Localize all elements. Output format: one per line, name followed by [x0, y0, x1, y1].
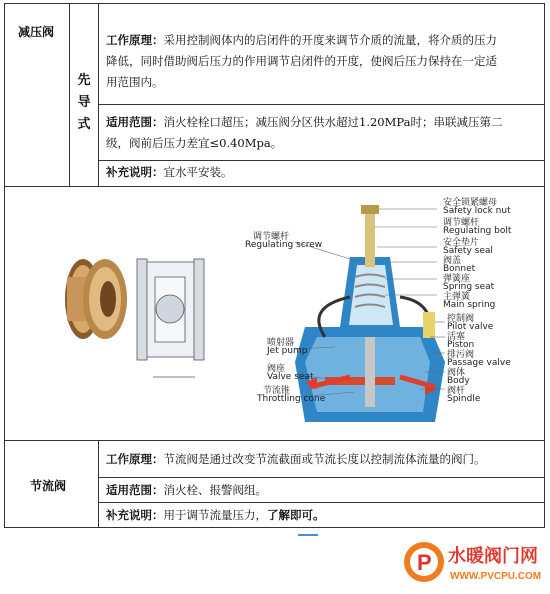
pilot-valve-cutaway	[295, 205, 445, 422]
valve-section-drawing	[137, 259, 204, 377]
label-bonnet: 阀盖	[443, 256, 462, 266]
row-divider	[98, 502, 545, 503]
label-throttling-cone-en: Throttling cone	[257, 394, 326, 404]
label-safety-lock-nut: 安全锁紧螺母	[443, 198, 498, 208]
throttle-valve-name: 节流阀	[30, 479, 67, 493]
reducing-note: 补充说明：宜水平安装。	[106, 165, 233, 179]
label-spindle-en: Spindle	[447, 394, 481, 404]
bronze-valve-image	[65, 259, 127, 339]
label-spring-seat-en: Spring seat	[443, 282, 495, 292]
label-pilot-valve: 控制阀	[447, 314, 475, 324]
row-divider	[4, 440, 545, 441]
label-regulating-bolt-en: Regulating bolt	[443, 226, 512, 236]
watermark-logo	[398, 534, 548, 590]
label-piston: 活塞	[447, 332, 466, 342]
label-main-spring-en: Main spring	[443, 300, 496, 310]
label-spring-seat: 弹簧座	[443, 274, 471, 284]
label-pilot-valve-en: Pilot valve	[447, 322, 494, 332]
label-throttling-cone: 节流锥	[263, 386, 291, 396]
label-safety-seal-en: Safety seal	[443, 246, 493, 256]
label-safety-seal: 安全垫片	[443, 238, 480, 248]
throttle-scope: 适用范围：消火栓、报警阀组。	[106, 483, 267, 497]
col-divider	[69, 3, 70, 186]
label-spindle: 阀杆	[447, 386, 466, 396]
reducing-valve-name: 减压阀	[18, 25, 55, 39]
throttle-note: 补充说明：用于调节流量压力，了解即可。	[106, 508, 325, 522]
decorative-dash	[298, 534, 318, 536]
label-body: 阀体	[447, 368, 466, 378]
label-safety-lock-nut-en: Safety lock nut	[443, 206, 511, 216]
row-divider	[98, 104, 545, 105]
label-jet-pump-en: Jet pump	[267, 346, 308, 356]
row-divider	[98, 160, 545, 161]
label-piston-en: Piston	[447, 340, 475, 350]
label-valve-seat: 阀座	[267, 364, 286, 374]
label-jet-pump: 喷射器	[267, 338, 295, 348]
label-passage-valve: 排污阀	[447, 350, 475, 360]
label-main-spring: 主弹簧	[443, 292, 471, 302]
reducing-principle: 工作原理：采用控制阀体内的启闭件的开度来调节介质的流量，将介质的压力 降低，同时借助阀后压力的作用调节启闭件的开度，使阀后压力保持在一定适 用范围内。	[106, 33, 497, 89]
label-regulating-screw-en: Regulating screw	[245, 240, 323, 250]
label-valve-seat-en: Valve seat	[267, 372, 314, 382]
watermark-logo-letter: P	[417, 550, 432, 575]
col-divider	[98, 440, 99, 528]
label-bonnet-en: Bonnet	[443, 264, 476, 274]
label-regulating-screw: 调节螺杆	[253, 232, 290, 242]
col-divider	[98, 3, 99, 186]
row-divider	[98, 477, 545, 478]
label-body-en: Body	[447, 376, 470, 386]
throttle-principle: 工作原理：节流阀是通过改变节流截面或节流长度以控制流体流量的阀门。	[106, 452, 486, 466]
pilot-label: 先 导 式	[77, 73, 91, 132]
label-passage-valve-en: Passage valve	[447, 358, 511, 368]
watermark-cn: 水暖阀门网	[448, 546, 538, 567]
reducing-scope: 适用范围：消火栓栓口超压；减压阀分区供水超过1.20MPa时；串联减压第二 级，阀前后压力差宜≤0.40Mpa。	[106, 115, 503, 150]
valve-illustrations	[5, 187, 544, 439]
label-regulating-bolt: 调节螺杆	[443, 218, 480, 228]
watermark-url: WWW.PVCPU.COM	[450, 571, 542, 582]
